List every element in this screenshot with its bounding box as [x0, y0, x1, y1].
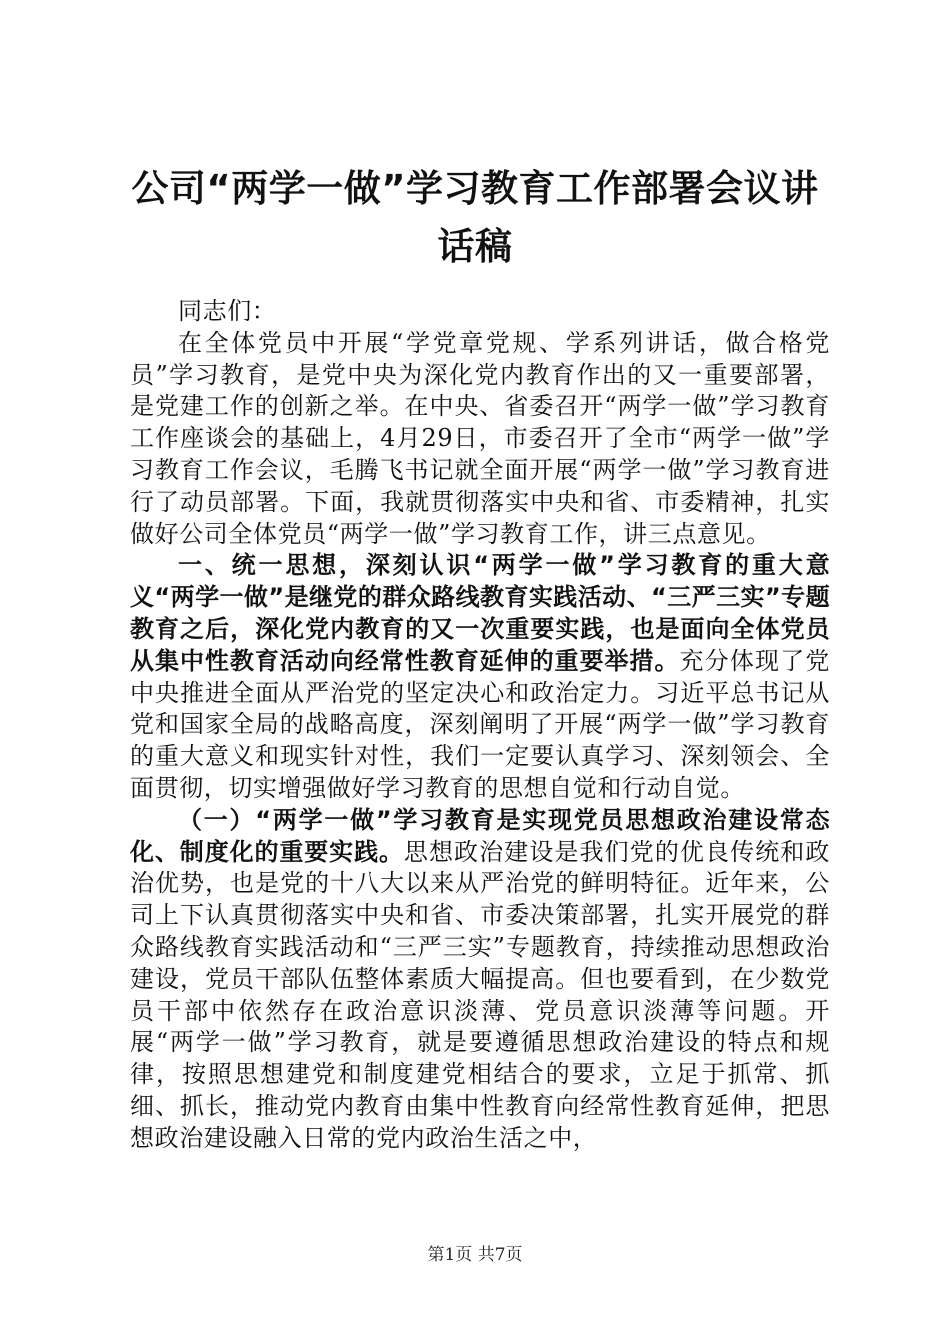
subsection-1-body: 思想政治建设是我们党的优良传统和政治优势，也是党的十八大以来从严治党的鲜明特征。近年来，公司上下认真贯彻落实中央和省、市委决策部署，扎实开展党的群众路线教育实践活动和“三严三实”专题教育，持续推动思想政治建设，党员干部队伍整体素质大幅提高。但也要看到，在少数党员干部中依然存在政治意识淡薄、党员意识淡薄等问题。开展“两学一做”学习教育，就是要遵循思想政治建设的特点和规律，按照思想建党和制度建党相结合的要求，立足于抓常、抓细、抓长，推动党内教育由集中性教育向经常性教育延伸，把思想政治建设融入日常的党内政治生活之中，: [130, 837, 830, 1152]
subsection-1-paragraph: [130, 805, 830, 1155]
section-1-heading: 一、统一思想，深刻认识“两学一做”学习教育的重大意义“两学一做”是继党的群众路线教育实践活动、“三严三实”专题教育之后，深化党内教育的又一次重要实践，也是面向全体党员从集中性教育活动向经常性教育延伸的重要举措。: [130, 551, 830, 675]
document-title: 公司“两学一做”学习教育工作部署会议讲话稿: [131, 167, 819, 268]
intro-paragraph: 在全体党员中开展“学党章党规、学系列讲话，做合格党员”学习教育，是党中央为深化党内教育作出的又一重要部署，是党建工作的创新之举。在中央、省委召开“两学一做”学习教育工作座谈会的基础上，4月29日，市委召开了全市“两学一做”学习教育工作会议，毛腾飞书记就全面开展“两学一做”学习教育进行了动员部署。下面，我就贯彻落实中央和省、市委精神，扎实做好公司全体党员“两学一做”学习教育工作，讲三点意见。: [130, 328, 830, 548]
section-1-body: 充分体现了党中央推进全面从严治党的坚定决心和政治定力。习近平总书记从党和国家全局的战略高度，深刻阐明了开展“两学一做”学习教育的重大意义和现实针对性，我们一定要认真学习、深刻领会、全面贯彻，切实增强做好学习教育的思想自觉和行动自觉。: [130, 646, 830, 802]
salutation: 同志们：: [178, 297, 277, 325]
subsection-1-heading: （一）“两学一做”学习教育是实现党员思想政治建设常态化、制度化的重要实践。: [130, 805, 830, 866]
document-body: [130, 296, 830, 1155]
page-number-footer: 第1页 共7页: [427, 1245, 523, 1265]
section-1-paragraph: [130, 550, 830, 804]
